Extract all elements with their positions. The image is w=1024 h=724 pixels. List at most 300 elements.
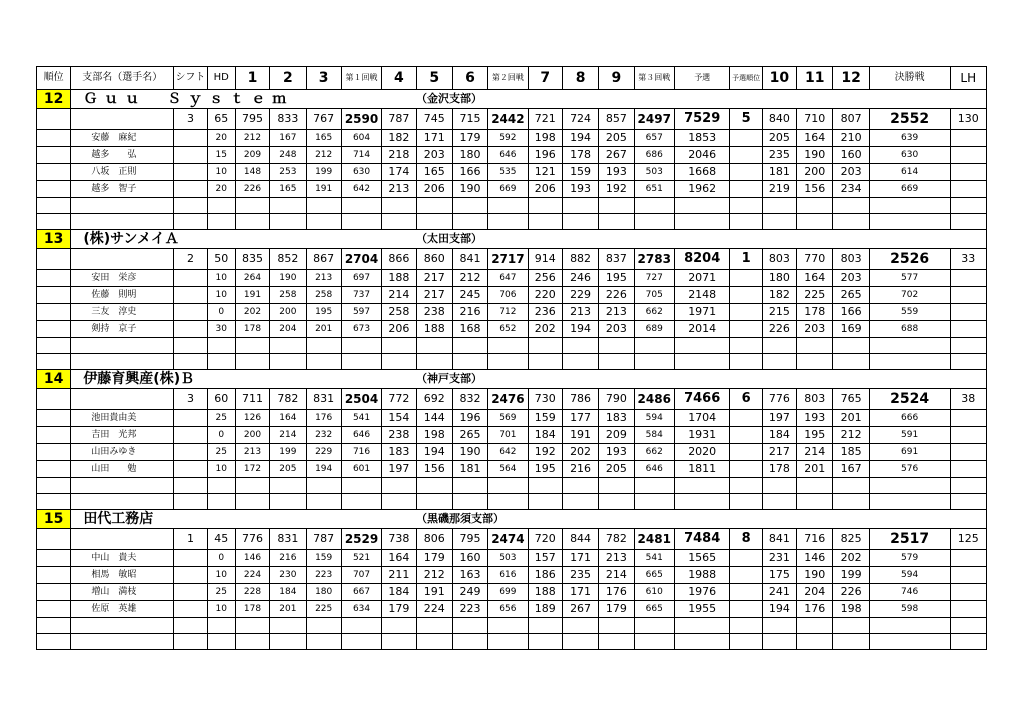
- player-score-cell: 165: [306, 130, 341, 147]
- player-score-cell: [950, 147, 987, 164]
- player-score-cell: 180: [762, 270, 796, 287]
- player-score-cell: 217: [416, 270, 452, 287]
- player-score-cell: [950, 461, 987, 478]
- player-score-cell: 159: [528, 410, 562, 427]
- player-score-cell: 217: [416, 287, 452, 304]
- player-score-cell: 148: [235, 164, 269, 181]
- blank-cell: [488, 494, 528, 510]
- team-hd: 45: [207, 529, 235, 550]
- player-score-cell: 196: [452, 410, 487, 427]
- team-score-cell: 7484: [674, 529, 730, 550]
- blank-cell: [270, 478, 306, 494]
- player-score-cell: 258: [306, 287, 341, 304]
- blank-cell: [833, 198, 869, 214]
- team-total-row: [37, 109, 987, 130]
- player-score-cell: 213: [562, 304, 598, 321]
- player-score-cell: [950, 410, 987, 427]
- blank-cell: [674, 214, 730, 230]
- player-score-cell: 167: [270, 130, 306, 147]
- rank-cell-empty: [37, 304, 71, 321]
- blank-cell: [174, 338, 207, 354]
- player-score-cell: 594: [869, 567, 950, 584]
- player-score-cell: [730, 270, 762, 287]
- shift-cell-empty: [174, 270, 207, 287]
- blank-cell: [71, 634, 174, 650]
- shift-cell-empty: [174, 304, 207, 321]
- blank-cell: [207, 618, 235, 634]
- team-score-cell: 844: [562, 529, 598, 550]
- player-score-cell: 193: [599, 164, 634, 181]
- player-score-cell: 144: [416, 410, 452, 427]
- blank-cell: [416, 618, 452, 634]
- player-score-cell: [730, 567, 762, 584]
- blank-cell: [562, 494, 598, 510]
- blank-cell: [762, 494, 796, 510]
- player-score-cell: 205: [599, 461, 634, 478]
- blank-cell: [562, 338, 598, 354]
- player-hd: 25: [207, 410, 235, 427]
- blank-cell: [833, 634, 869, 650]
- player-score-cell: 205: [762, 130, 796, 147]
- blank-cell: [37, 214, 71, 230]
- player-row: [37, 461, 987, 478]
- blank-cell: [634, 214, 674, 230]
- player-name: 池田貴由美: [71, 410, 174, 427]
- team-score-cell: 776: [762, 389, 796, 410]
- team-name: (株)サンメイＡ: [71, 230, 416, 249]
- team-score-cell: 5: [730, 109, 762, 130]
- blank-cell: [174, 478, 207, 494]
- player-score-cell: 180: [452, 147, 487, 164]
- team-score-cell: 867: [306, 249, 341, 270]
- team-score-cell: 2526: [869, 249, 950, 270]
- blank-cell: [869, 494, 950, 510]
- player-hd: 25: [207, 584, 235, 601]
- player-score-cell: 597: [341, 304, 381, 321]
- player-score-cell: [730, 304, 762, 321]
- blank-cell: [950, 494, 987, 510]
- blank-cell: [452, 618, 487, 634]
- player-name: 山田 勉: [71, 461, 174, 478]
- player-score-cell: 179: [382, 601, 416, 618]
- blank-cell: [235, 634, 269, 650]
- team-score-cell: 7466: [674, 389, 730, 410]
- blank-cell: [382, 354, 416, 370]
- blank-cell: [562, 634, 598, 650]
- blank-cell: [37, 198, 71, 214]
- team-score-cell: 787: [382, 109, 416, 130]
- player-score-cell: 203: [833, 164, 869, 181]
- blank-cell: [452, 354, 487, 370]
- player-score-cell: 2014: [674, 321, 730, 338]
- blank-cell: [599, 354, 634, 370]
- player-score-cell: 195: [797, 427, 833, 444]
- player-score-cell: 667: [341, 584, 381, 601]
- shift-cell-empty: [174, 567, 207, 584]
- player-score-cell: 206: [528, 181, 562, 198]
- player-score-cell: [730, 130, 762, 147]
- player-score-cell: [950, 270, 987, 287]
- blank-cell: [306, 198, 341, 214]
- player-score-cell: 179: [452, 130, 487, 147]
- header-game-10: 10: [762, 67, 796, 90]
- shift-cell-empty: [174, 410, 207, 427]
- blank-cell: [528, 214, 562, 230]
- player-score-cell: 256: [528, 270, 562, 287]
- player-score-cell: 200: [235, 427, 269, 444]
- player-score-cell: 225: [797, 287, 833, 304]
- player-score-cell: 592: [488, 130, 528, 147]
- player-score-cell: 156: [797, 181, 833, 198]
- blank-cell: [235, 494, 269, 510]
- player-score-cell: 1565: [674, 550, 730, 567]
- player-score-cell: 184: [762, 427, 796, 444]
- team-score-cell: 745: [416, 109, 452, 130]
- blank-cell: [174, 214, 207, 230]
- header-game-2: 2: [270, 67, 306, 90]
- team-score-cell: 767: [306, 109, 341, 130]
- blank-row: [37, 494, 987, 510]
- player-score-cell: 191: [306, 181, 341, 198]
- rank-cell-empty: [37, 444, 71, 461]
- blank-cell: [207, 494, 235, 510]
- player-hd: 0: [207, 550, 235, 567]
- team-score-cell: 782: [599, 529, 634, 550]
- player-score-cell: 206: [382, 321, 416, 338]
- blank-cell: [174, 494, 207, 510]
- player-score-cell: 156: [416, 461, 452, 478]
- player-score-cell: 226: [599, 287, 634, 304]
- blank-cell: [674, 618, 730, 634]
- player-score-cell: 179: [599, 601, 634, 618]
- player-score-cell: 146: [797, 550, 833, 567]
- player-score-cell: 195: [306, 304, 341, 321]
- player-score-cell: 159: [306, 550, 341, 567]
- blank-cell: [599, 214, 634, 230]
- player-row: [37, 444, 987, 461]
- player-score-cell: 230: [270, 567, 306, 584]
- player-row: [37, 304, 987, 321]
- blank-cell: [452, 214, 487, 230]
- team-score-cell: 8204: [674, 249, 730, 270]
- blank-cell: [207, 354, 235, 370]
- player-score-cell: 191: [416, 584, 452, 601]
- blank-cell: [306, 354, 341, 370]
- player-score-cell: 200: [797, 164, 833, 181]
- player-score-cell: 705: [634, 287, 674, 304]
- blank-cell: [341, 214, 381, 230]
- player-score-cell: 258: [382, 304, 416, 321]
- blank-row: [37, 478, 987, 494]
- blank-cell: [833, 478, 869, 494]
- header-hd: HD: [207, 67, 235, 90]
- blank-row: [37, 618, 987, 634]
- player-score-cell: 205: [270, 461, 306, 478]
- team-score-cell: 2442: [488, 109, 528, 130]
- player-score-cell: 202: [833, 550, 869, 567]
- blank-cell: [730, 634, 762, 650]
- blank-cell: [452, 338, 487, 354]
- team-score-cell: 857: [599, 109, 634, 130]
- shift-cell-empty: [174, 181, 207, 198]
- player-score-cell: 190: [452, 181, 487, 198]
- player-hd: 10: [207, 567, 235, 584]
- player-score-cell: 225: [306, 601, 341, 618]
- team-score-cell: 2476: [488, 389, 528, 410]
- team-score-cell: 852: [270, 249, 306, 270]
- shift-cell-empty: [174, 321, 207, 338]
- shift-cell-empty: [174, 550, 207, 567]
- team-score-cell: 2529: [341, 529, 381, 550]
- player-score-cell: 159: [562, 164, 598, 181]
- player-score-cell: 160: [452, 550, 487, 567]
- team-rank: 15: [37, 510, 71, 529]
- results-table: [36, 66, 987, 650]
- player-score-cell: 673: [341, 321, 381, 338]
- player-score-cell: 235: [562, 567, 598, 584]
- team-header-filler: [634, 230, 986, 249]
- player-score-cell: 179: [416, 550, 452, 567]
- player-score-cell: 669: [869, 181, 950, 198]
- player-score-cell: 191: [562, 427, 598, 444]
- blank-row: [37, 338, 987, 354]
- team-score-cell: 786: [562, 389, 598, 410]
- player-name: 相馬 敏昭: [71, 567, 174, 584]
- blank-cell: [762, 214, 796, 230]
- team-score-cell: 831: [306, 389, 341, 410]
- player-score-cell: 707: [341, 567, 381, 584]
- player-score-cell: 176: [599, 584, 634, 601]
- blank-cell: [174, 198, 207, 214]
- player-score-cell: [950, 164, 987, 181]
- team-shift: 2: [174, 249, 207, 270]
- player-name: 山田みゆき: [71, 444, 174, 461]
- player-score-cell: 178: [235, 321, 269, 338]
- name-cell-empty: [71, 529, 174, 550]
- player-score-cell: 216: [562, 461, 598, 478]
- player-score-cell: 210: [833, 130, 869, 147]
- player-name: 安藤 麻紀: [71, 130, 174, 147]
- player-score-cell: 216: [270, 550, 306, 567]
- player-score-cell: 669: [488, 181, 528, 198]
- blank-cell: [562, 618, 598, 634]
- player-row: [37, 181, 987, 198]
- blank-cell: [869, 354, 950, 370]
- team-score-cell: 711: [235, 389, 269, 410]
- team-branch: （神戸支部）: [416, 370, 634, 389]
- player-score-cell: 168: [452, 321, 487, 338]
- player-score-cell: 181: [762, 164, 796, 181]
- player-score-cell: 1988: [674, 567, 730, 584]
- player-score-cell: 194: [562, 130, 598, 147]
- player-score-cell: 246: [562, 270, 598, 287]
- blank-cell: [562, 478, 598, 494]
- player-score-cell: 267: [562, 601, 598, 618]
- blank-cell: [37, 618, 71, 634]
- player-score-cell: 171: [416, 130, 452, 147]
- player-score-cell: 646: [634, 461, 674, 478]
- player-score-cell: 226: [833, 584, 869, 601]
- player-score-cell: 232: [306, 427, 341, 444]
- player-score-cell: [950, 444, 987, 461]
- team-score-cell: 831: [270, 529, 306, 550]
- blank-cell: [235, 618, 269, 634]
- player-score-cell: 182: [382, 130, 416, 147]
- player-score-cell: 616: [488, 567, 528, 584]
- player-hd: 0: [207, 427, 235, 444]
- player-score-cell: 614: [869, 164, 950, 181]
- team-name: 田代工務店: [71, 510, 416, 529]
- blank-cell: [528, 198, 562, 214]
- player-score-cell: 666: [869, 410, 950, 427]
- team-name: Ｇｕｕ Ｓｙｓｔｅｍ: [71, 90, 416, 109]
- player-score-cell: 194: [562, 321, 598, 338]
- blank-cell: [71, 338, 174, 354]
- player-score-cell: 1962: [674, 181, 730, 198]
- player-score-cell: 1931: [674, 427, 730, 444]
- player-score-cell: 1853: [674, 130, 730, 147]
- player-score-cell: 164: [797, 270, 833, 287]
- player-score-cell: 198: [528, 130, 562, 147]
- player-score-cell: 192: [599, 181, 634, 198]
- player-score-cell: 224: [416, 601, 452, 618]
- player-score-cell: 541: [634, 550, 674, 567]
- player-score-cell: 689: [634, 321, 674, 338]
- player-score-cell: 652: [488, 321, 528, 338]
- header-game-8: 8: [562, 67, 598, 90]
- blank-cell: [869, 478, 950, 494]
- blank-cell: [306, 214, 341, 230]
- blank-cell: [235, 338, 269, 354]
- blank-cell: [833, 494, 869, 510]
- blank-cell: [562, 214, 598, 230]
- player-score-cell: 656: [488, 601, 528, 618]
- player-score-cell: 198: [416, 427, 452, 444]
- blank-cell: [869, 198, 950, 214]
- player-score-cell: 201: [270, 601, 306, 618]
- team-score-cell: 715: [452, 109, 487, 130]
- rank-cell-empty: [37, 601, 71, 618]
- player-score-cell: [950, 584, 987, 601]
- player-score-cell: [730, 410, 762, 427]
- blank-row: [37, 634, 987, 650]
- player-score-cell: 197: [762, 410, 796, 427]
- player-score-cell: 665: [634, 601, 674, 618]
- player-score-cell: 241: [762, 584, 796, 601]
- player-score-cell: 176: [306, 410, 341, 427]
- team-score-cell: 806: [416, 529, 452, 550]
- team-score-cell: 692: [416, 389, 452, 410]
- header-shift: シフト: [174, 67, 207, 90]
- rank-cell-empty: [37, 249, 71, 270]
- player-score-cell: 184: [270, 584, 306, 601]
- team-score-cell: 787: [306, 529, 341, 550]
- player-score-cell: 160: [833, 147, 869, 164]
- blank-cell: [634, 198, 674, 214]
- player-score-cell: 178: [797, 304, 833, 321]
- player-score-cell: 634: [341, 601, 381, 618]
- player-score-cell: 201: [833, 410, 869, 427]
- player-score-cell: 171: [562, 550, 598, 567]
- player-score-cell: 172: [235, 461, 269, 478]
- blank-cell: [306, 494, 341, 510]
- header-prelim-rank: 予選順位: [730, 67, 762, 90]
- blank-cell: [235, 354, 269, 370]
- team-header-filler: [634, 510, 986, 529]
- blank-cell: [488, 354, 528, 370]
- blank-cell: [950, 214, 987, 230]
- blank-cell: [730, 354, 762, 370]
- blank-cell: [207, 478, 235, 494]
- player-score-cell: [730, 550, 762, 567]
- player-hd: 20: [207, 181, 235, 198]
- player-score-cell: 198: [833, 601, 869, 618]
- team-hd: 60: [207, 389, 235, 410]
- player-score-cell: 166: [452, 164, 487, 181]
- blank-cell: [833, 214, 869, 230]
- player-score-cell: 194: [762, 601, 796, 618]
- rank-cell-empty: [37, 181, 71, 198]
- player-score-cell: 183: [382, 444, 416, 461]
- header-game-7: 7: [528, 67, 562, 90]
- header-game-11: 11: [797, 67, 833, 90]
- team-score-cell: 2497: [634, 109, 674, 130]
- team-score-cell: 724: [562, 109, 598, 130]
- header-row: [37, 67, 987, 90]
- player-score-cell: 213: [382, 181, 416, 198]
- blank-cell: [452, 634, 487, 650]
- team-score-cell: 1: [730, 249, 762, 270]
- player-score-cell: 194: [416, 444, 452, 461]
- player-score-cell: 212: [235, 130, 269, 147]
- player-score-cell: 226: [235, 181, 269, 198]
- player-name: 佐藤 則明: [71, 287, 174, 304]
- blank-cell: [207, 198, 235, 214]
- header-game-6: 6: [452, 67, 487, 90]
- player-score-cell: 584: [634, 427, 674, 444]
- player-score-cell: 220: [528, 287, 562, 304]
- player-score-cell: 265: [833, 287, 869, 304]
- blank-cell: [950, 478, 987, 494]
- blank-cell: [306, 338, 341, 354]
- blank-cell: [71, 494, 174, 510]
- header-prelim: 予選: [674, 67, 730, 90]
- player-score-cell: [730, 164, 762, 181]
- player-score-cell: 727: [634, 270, 674, 287]
- team-score-cell: 6: [730, 389, 762, 410]
- player-name: 増山 満枝: [71, 584, 174, 601]
- player-score-cell: [730, 181, 762, 198]
- rank-cell-empty: [37, 567, 71, 584]
- blank-cell: [599, 634, 634, 650]
- player-row: [37, 410, 987, 427]
- team-hd: 65: [207, 109, 235, 130]
- blank-cell: [762, 354, 796, 370]
- player-score-cell: 206: [416, 181, 452, 198]
- player-score-cell: 183: [599, 410, 634, 427]
- player-score-cell: 630: [341, 164, 381, 181]
- team-shift: 3: [174, 389, 207, 410]
- header-game-12: 12: [833, 67, 869, 90]
- team-score-cell: 2481: [634, 529, 674, 550]
- blank-cell: [599, 618, 634, 634]
- blank-cell: [762, 618, 796, 634]
- player-score-cell: 199: [306, 164, 341, 181]
- player-score-cell: 253: [270, 164, 306, 181]
- player-score-cell: 175: [762, 567, 796, 584]
- blank-cell: [382, 214, 416, 230]
- player-score-cell: 165: [270, 181, 306, 198]
